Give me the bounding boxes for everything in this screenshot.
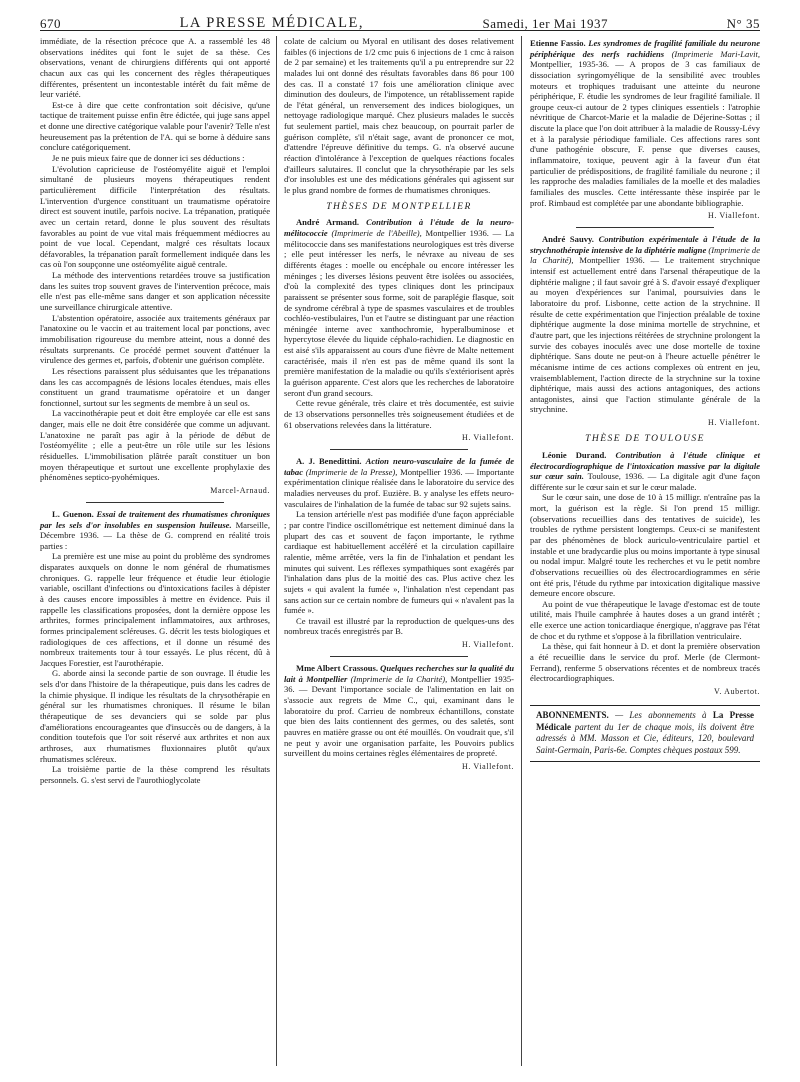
review-source: Marseille, Décembre 1936. — La thèse de G. comprend en réalité trois parties :: [40, 519, 270, 551]
review-title: Contribution à l'étude clinique et électrocardiographique de l'intoxication massive par la digitale sur cœur sain.: [530, 449, 760, 482]
paragraph: La thèse, qui fait honneur à D. et dont la première observation a été recueillie dans le service du prof. Merle (de Clermont-Ferrand), renferme 5 observations récentes et de nombreux tracés électrocardiographiques.: [530, 641, 760, 684]
paragraph: La méthode des interventions retardées trouve sa justification dans les suites trop souvent graves de l'intervention précoce, mais elle n'est pas elle-même sans danger et son application nécessite une surveillance chirurgicale attentive.: [40, 270, 270, 313]
paragraph: immédiate, de la résection précoce que A. a rassemblé les 48 observations inédites qui font le sujet de sa thèse. Ces observations, venant de chirurgiens différents qui ont apporté chacun aux cas qui les concernent des règles thérapeutiques différentes, présentent un incontestable intérêt du fait même de leur variété.: [40, 36, 270, 100]
review-text: Montpellier 1935-36. — Devant l'importance sociale de l'alimentation en lait on s'associe aux regrets de Mme C., qui, examinant dans le laboratoire du prof. Carrieu de nombreux échantillons, constate que bien des laits contiennent des germes, ou des saletés, sont pauvres en matière grasse ou ont été mouillés. On voudrait que, s'il ne peut y avoir une organisation parfaite, les Pouvoirs publics surveillent du moins certaines règles élémentaires de propreté.: [284, 673, 514, 759]
review-signature: H. Viallefont.: [462, 640, 514, 650]
review-text: Toulouse, 1936. — La digitale agit d'une façon différente sur le cœur sain et sur le cœur malade.: [530, 471, 760, 492]
paragraph: Je ne puis mieux faire que de donner ici ses déductions :: [52, 153, 245, 164]
column-divider: [521, 36, 522, 1066]
review-title: Action neuro-vasculaire de la fumée de tabac: [284, 456, 514, 477]
review-author: André Sauvy.: [542, 234, 594, 245]
review-signature: V. Aubertot.: [714, 686, 760, 696]
review-author: Mme Albert Crassous.: [296, 663, 378, 674]
paragraph: La vaccinothérapie peut et doit être employée car elle est sans danger, mais elle ne doit être considérée que comme un adjuvant. L'anatoxine ne paraît pas agir à la période de début de l'ostéomyélite ; elle a peut-être un rôle utile sur les lésions résiduelles. L'immobilisation plâtrée paraît constituer un bon moyen thérapeutique et surtout une excellente prophylaxie des phénomènes septico-pyohémiques.: [40, 408, 270, 483]
review-publisher: (Imprimerie de la Charité),: [347, 673, 448, 684]
paragraph: L'abstention opératoire, associée aux traitements généraux par l'anatoxine ou le vaccin et au traitement local par ponctions, avec immobilisation rigoureuse du membre atteint, nous a donné des résultats surprenants. Ce procédé permet souvent d'atténuer la virulence des germes et, parfois, d'obtenir une guérison complète.: [40, 312, 270, 366]
paragraph: Est-ce à dire que cette confrontation soit décisive, qu'une tactique de traitement puisse enfin être édictée, qui juge sans appel et donne une directive catégorique valable pour l'avenir? Telle n'est heureusement pas la prétention de l'A. qui se borne à déduire sans conclure catégoriquement.: [40, 99, 270, 153]
review-author: L. Guenon.: [52, 508, 94, 519]
subscription-text: partent du 1er de chaque mois, ils doivent être adressés à MM. Masson et Cie, éditeurs, 120, boulevard Saint-Germain, Paris-6e. Comptes chèques postaux 599.: [536, 721, 754, 755]
paragraph: Cette revue générale, très claire et très documentée, est suivie de 13 observations personnelles très soigneusement étudiées et de 61 observations relevées dans la littérature.: [284, 398, 514, 430]
review-title: Contribution à l'étude de la neuro-mélitococcie: [284, 217, 515, 239]
review-author: Etienne Fassio.: [530, 38, 586, 48]
review-signature: H. Viallefont.: [708, 211, 760, 221]
review-text: Montpellier, 1935-36. — A propos de 3 cas familiaux de dissociation syringomyélique de la sensibilité avec troubles moteurs et trophiques traduisant une atteinte du neurone périphérique, F. étudie les syndromes de leur fragilité familiale. Il groupe ceux-ci autour de 2 types cliniques essentiels : l'atrophie névritique de Charcot-Marie et la maladie de Déjerine-Sottas ; il discute la place que l'on doit attribuer à la maladie de Roussy-Lévy et à la paralysie périodique familiale. Ces affections rares sont d'une pathogénie obscure, F. pense que diverses causes, inflammatoire, toxique, peuvent agir à la faveur d'un état particulier de prédispositions, de fragilité familiale du neurone ; il les rapproche des maladies familiales de la moelle et des maladies familiales des muscles. Cette intéressante thèse inspirée par le prof. Rimbaud est complétée par une abondante bibliographie.: [530, 59, 760, 208]
subscription-journal: La Presse Médicale: [536, 709, 755, 732]
issue-date: Samedi, 1er Mai 1937: [482, 16, 609, 31]
review-heading: [284, 456, 514, 509]
review-author: Léonie Durand.: [542, 449, 607, 460]
section-heading: THÈSE DE TOULOUSE: [585, 434, 705, 445]
review-divider: [330, 449, 468, 450]
journal-title: LA PRESSE MÉDICALE,: [179, 15, 364, 31]
header-rule: [40, 30, 760, 31]
column-2: [284, 36, 514, 776]
review-signature: H. Viallefont.: [708, 418, 760, 428]
page-number: 670: [40, 16, 61, 31]
subscription-text: — Les abonnements à: [608, 709, 713, 720]
review-heading: [40, 509, 270, 552]
review-text: Montpellier 1936. — Importante expérimentation clinique réalisée dans le laboratoire du service des maladies nerveuses du prof. Euzière. B. y analyse les effets neuro-vasculaires de l'inhalation de la fumée de tabac sur 92 sujets sains.: [284, 466, 514, 509]
review-divider: [576, 227, 714, 228]
review-divider: [86, 502, 224, 503]
review-text: Montpellier 1936. — Le traitement strychnique intensif est actuellement entré dans l'arsenal thérapeutique de la diphtérie maligne ; il faut savoir gré à S. d'avoir essayé d'expliquer au moyen d'expériences sur l'animal, poursuivies dans le laboratoire du prof. Lisbonne, cette action de la strychnine. Il résulte de cette expérimentation que l'injection préalable de toxine diphtérique augmente la dose minima mortelle de strychnine, et d'autre part, que les injections réitérées de strychnine prolongent la survie des cobayes inoculés avec une dose mortelle de toxine diphtérique. Sans doute ne peut-on à l'heure actuelle pénétrer le mécanisme intime de ces actions complexes où entrent en jeu, vraisemblablement, l'action directe de la strychnine sur la toxine diphtérique, mais aussi des actions antagoniques, des actions antagonistes, ainsi que l'action stimulante générale de la strychnine.: [530, 255, 760, 415]
column-3: [530, 36, 760, 762]
review-divider: [330, 656, 468, 657]
paragraph: La troisième partie de la thèse comprend les résultats personnels. G. s'est servi de l'aurothioglycolate: [40, 764, 270, 785]
page-header: [40, 6, 760, 32]
review-title: Quelques recherches sur la qualité du lait à Montpellier: [284, 663, 514, 684]
column-1: [40, 36, 270, 786]
paragraph: Au point de vue thérapeutique le lavage d'estomac est de toute utilité, mais l'huile camphrée à hautes doses a un grand intérêt ; elle exerce une action tonicardiaque énergique, n'aggrave pas l'état de choc et du rythme et s'oppose à la fibrillation ventriculaire.: [530, 598, 760, 641]
subscription-label: ABONNEMENTS.: [536, 709, 609, 720]
paragraph: Les résections paraissent plus séduisantes que les trépanations dans les cas accompagnés de lésions locales étendues, mais elles constituent un grand traumatisme opératoire et un danger fonctionnel, surtout sur les segments de membre à un seul os.: [40, 365, 270, 408]
paragraph: La tension artérielle n'est pas modifiée d'une façon appréciable ; par contre l'indice oscillométrique est nettement diminué dans la plupart des cas et souvent de façon importante, le rythme cardiaque est habituellement accéléré et la circulation capillaire ralentie, même arrêtée, vers la fin de l'inhalation et pendant les minutes qui suivent. Les réflexes sympathiques sont exagérés par l'inhalation dans plus de la moitié des cas. Plus active chez les sujets « qui avalent la fumée », l'inhalation n'est cependant pas sans action sur ce certain nombre de fumeurs qui « n'avalent pas la fumée ».: [284, 509, 514, 616]
section-heading: THÈSES DE MONTPELLIER: [326, 201, 472, 212]
review-title: Les syndromes de fragilité familiale du neurone périphérique des nerfs rachidiens: [530, 38, 760, 59]
paragraph: Sur le cœur sain, une dose de 10 à 15 milligr. n'entraîne pas la mort, la guérison est la règle. Si l'on prend 15 milligr. (observations recueillies dans des tentatives de suicide), les troubles de rythme persistent longtemps. Ceux-ci se manifestent par des phénomènes de block auriculo-ventriculaire partiel et instable et une bradycardie plus ou moins importante à type sinusal ou nodal impur. Malgré toute les recherches et vu le petit nombre d'observations recueillies où des électrocardiogrammes en série ont été pris, l'étude du rythme par intoxication digitalique massive demeure encore obscure.: [530, 492, 760, 599]
paragraph: La première est une mise au point du problème des syndromes disparates auxquels on donne le nom général de rhumatismes chroniques. G. rappelle leur fréquence et étudie leur étiologie variable, oscillant d'infections ou d'intoxications faciles à dépister à des causes encore impossibles à mettre en évidence. Puis il rappelle les classifications proposées, dont la dernière oppose les arthrites, formes principalement inflammatoires, aux arthroses, formes principalement scléreuses. G. décrit les tests biologiques et radiologiques de ces affections, et il donne un résumé des nombreux traitements tour à tour essayés. Le plus récent, dû à Jacques Forestier, est l'aurothérapie.: [40, 551, 270, 668]
review-title: Contribution expérimentale à l'étude de la strychnothérapie intensive de la diphtérie maligne: [530, 234, 760, 255]
review-publisher: (Imprimerie de la Presse),: [303, 466, 398, 477]
review-text: Montpellier 1936. — La mélitococcie dans ses manifestations neurologiques est très diverse ; elle peut intéresser les nerfs, le névraxe au niveau de ses différents étages : moelle ou encéphale ou encore intéresser les méninges ; les diverses lésions peuvent être isolées ou associées, d'où la complexité des types cliniques dont les principaux paraissent se présenter sous forme, soit de paraplégie flasque, soit de syndrome cérébral à type de spasmes vasculaires et de troubles cochléo-vestibulaires, l'un et l'autre se distinguant par une réaction méningée interne avec xanthochromie, hyperalbuminose et hypercytose élevée du liquide céphalo-rachidien. Le diagnostic en est aisé s'ils apparaissent au cours d'une fièvre de Malte nettement caractérisée, mais il n'en est pas de même quand ils sont la première manifestation de la maladie ou qu'ils s'extériorisent après la guérison apparente. C'est alors que les recherches de laboratoire seront d'un grand secours.: [284, 228, 514, 398]
subscription-notice: [530, 705, 760, 762]
paragraph: colate de calcium ou Myoral en utilisant des doses relativement faibles (6 injections de 1/2 cmc puis 6 injections de 1 cmc à raison de 2 par semaine) et les traitements qu'il a pu entreprendre sur 22 malades lui ont donné des résultats favorables dans 86 pour 100 des cas. Il a constaté 17 fois une amélioration clinique avec diminution des douleurs, de l'impotence, un rétablissement rapide de l'état général, un renversement des indices biologiques, un nettoyage radiologique marqué. Chez plusieurs malades le succès fut seulement partiel, mais chez beaucoup, on pourrait parler de guérison complète, s'il n'était sage, avant de prononcer ce mot, d'attendre l'épreuve définitive du temps. G. n'a observé aucune réaction d'intolérance à l'exception de quelques réactions focales d'ailleurs salutaires. Il conclut que la chrysothérapie par les sels d'or insolubles est une des médications générales qui agissent sur le plus grand nombre de formes de rhumatismes chroniques.: [284, 36, 514, 195]
review-author: André Armand.: [296, 217, 359, 228]
paragraph: Ce travail est illustré par la reproduction de quelques-uns des nombreux tracés enregistrés par B.: [284, 615, 514, 637]
review-publisher: (Imprimerie de l'Abeille),: [327, 228, 422, 239]
review-heading: [284, 217, 514, 398]
review-signature: H. Viallefont.: [462, 433, 514, 443]
column-divider: [276, 36, 277, 1066]
review-publisher: (Imprimerie de la Charité),: [530, 244, 760, 266]
review-signature: Marcel-Arnaud.: [210, 485, 270, 495]
review-author: A. J. Benedittini.: [296, 456, 362, 467]
paragraph: G. aborde ainsi la seconde partie de son ouvrage. Il étudie les sels d'or dans l'histoire de la thérapeutique, puis dans les cadres de la chimie physique. Il indique les résultats de la chrysothérapie en général sur les rhumatismes chroniques. Il résume le bilan thérapeutique de ses devanciers qui se solde par plus d'améliorations encourageantes que d'insuccès ou de dangers, à la condition toutefois que l'or soit réservé aux arthrites et non aux arthroses, aux rhumatismes fluxionnaires plutôt qu'aux rhumatismes scléreux.: [40, 668, 270, 764]
review-heading: [530, 234, 760, 415]
paragraph: L'évolution capricieuse de l'ostéomyélite aiguë et l'emploi simultané de plusieurs moyens thérapeutiques rendent particulièrement difficile l'interprétation des résultats. L'intervention d'urgence constituant un traumatisme opératoire direct est souvent inutile, parfois nocive. La trépanation, pratiquée avec un certain retard, donne le plus souvent des résultats favorables au point de vue vital mais fréquemment médiocres au point de vue local. Cependant, malgré ces résultats locaux défavorables, la trépanation paraît formellement indiquée dans les cas où l'on soupçonne une ostéomyélite aiguë centrale.: [40, 163, 270, 270]
review-title: Essai de traitement des rhumatismes chroniques par les sels d'or insolubles en suspension huileuse.: [40, 508, 271, 530]
review-heading: [530, 450, 760, 493]
review-publisher: (Imprimerie Mari-Lavit,: [664, 48, 761, 59]
review-signature: H. Viallefont.: [462, 761, 514, 771]
issue-number: N° 35: [726, 16, 760, 31]
review-heading: [284, 663, 514, 759]
review-heading: [530, 38, 760, 208]
